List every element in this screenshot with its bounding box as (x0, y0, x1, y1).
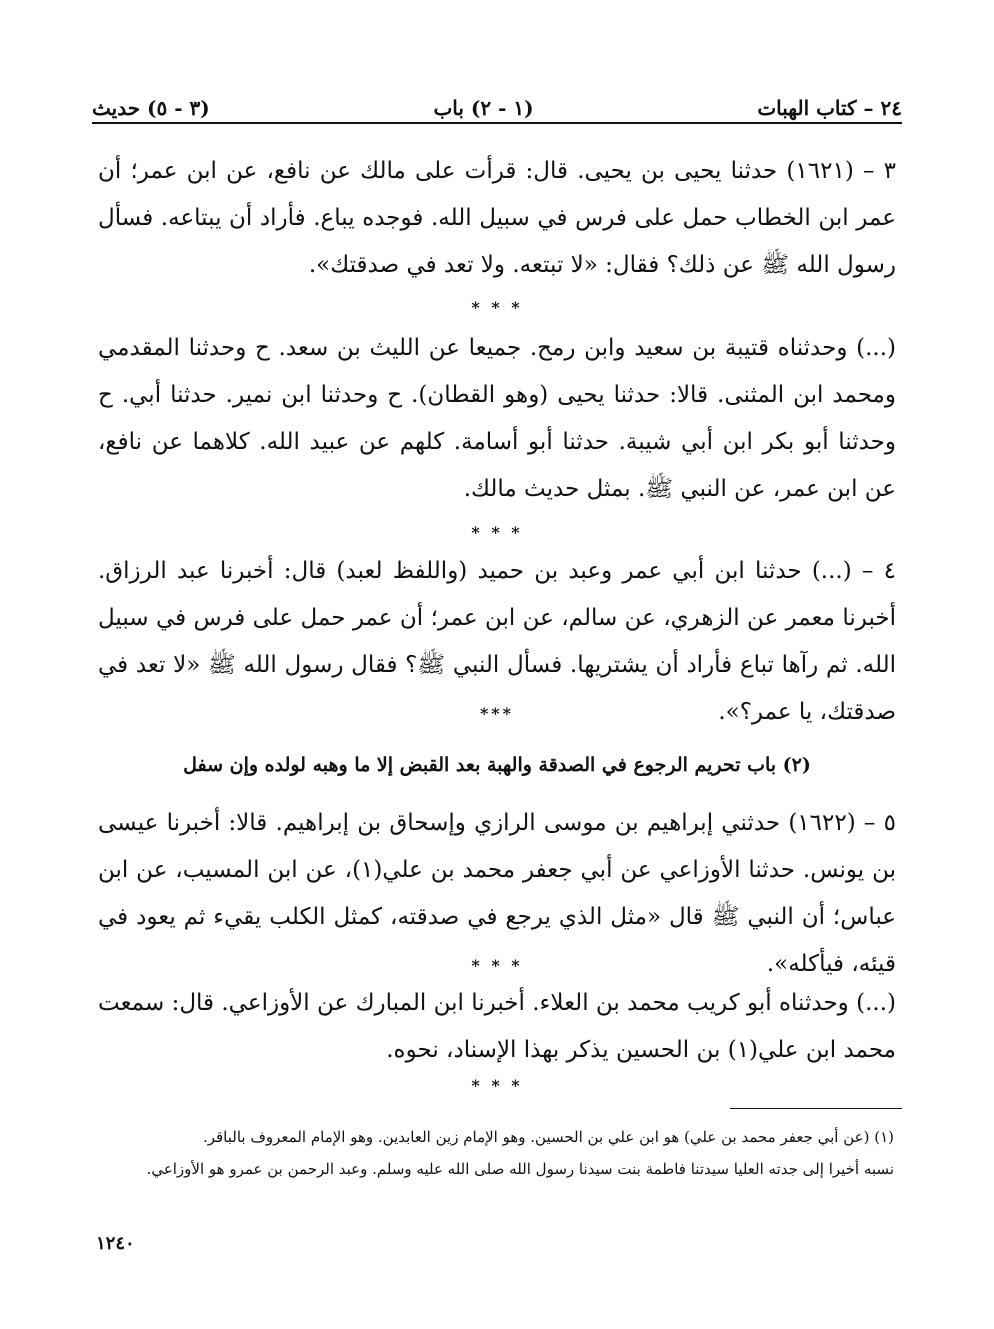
header-book-title: ٢٤ – كتاب الهبات (757, 96, 902, 120)
hadith-3: ٣ – (١٦٢١) حدثنا يحيى بن يحيى. قال: قرأت على مالك عن نافع، عن ابن عمر؛ أن عمر ابن الخطاب حمل على فرس في سبيل الله. فوجده يباع. فأراد أن يبتاعه. فسأل رسول الله ﷺ عن ذلك؟ فقال: «لا تبتعه. ولا تعد في صدقتك». (98, 158, 896, 278)
section-separator: *** (479, 704, 515, 723)
footnote-line-2: نسبه أخيرا إلى جدته العليا سيدتنا فاطمة بنت سيدنا رسول الله صلى الله عليه وسلم. وعبد الرحمن بن عمرو هو الأوزاعي. (146, 1160, 894, 1178)
section-separator: * * * (471, 298, 523, 317)
hadith-3-chain: (...) وحدثناه قتيبة بن سعيد وابن رمح. جميعا عن الليث بن سعد. ح وحدثنا المقدمي ومحمد ابن المثنى. قالا: حدثنا يحيى (وهو القطان). ح وحدثنا ابن نمير. حدثنا أبي. ح وحدثنا أبو بكر ابن أبي شيبة. حدثنا أبو أسامة. كلهم عن عبيد الله. كلاهما عن نافع، عن ابن عمر، عن النبي ﷺ. بمثل حديث مالك. (98, 335, 896, 502)
hadith-5-chain: (...) وحدثناه أبو كريب محمد بن العلاء. أخبرنا ابن المبارك عن الأوزاعي. قال: سمعت محمد ابن علي(١) بن الحسين يذكر بهذا الإسناد، نحوه. (98, 990, 896, 1063)
chapter-title: (٢) باب تحريم الرجوع في الصدقة والهبة بعد القبض إلا ما وهبه لولده وإن سفل (183, 754, 811, 776)
section-separator: * * * (471, 1076, 523, 1095)
header-rule (92, 122, 902, 124)
footnote-rule (730, 1108, 902, 1109)
section-separator: * * * (471, 523, 523, 542)
page-number: ١٢٤٠ (96, 1233, 135, 1254)
footnote-line-1: (١) (عن أبي جعفر محمد بن علي) هو ابن علي بن الحسين. وهو الإمام زين العابدين. وهو الإمام المعروف بالباقر. (202, 1128, 894, 1146)
header-hadith-range: (٣ - ٥) حديث (92, 96, 210, 120)
section-separator: * * * (471, 956, 523, 975)
header-chapter: (١ - ٢) باب (433, 96, 534, 120)
hadith-5: ٥ – (١٦٢٢) حدثني إبراهيم بن موسى الرازي وإسحاق بن إبراهيم. قالا: أخبرنا عيسى بن يونس. حدثنا الأوزاعي عن أبي جعفر محمد بن علي(١)، عن ابن المسيب، عن ابن عباس؛ أن النبي ﷺ قال «مثل الذي يرجع في صدقته، كمثل الكلب يقيء ثم يعود في قيئه، فيأكله». (98, 810, 896, 977)
hadith-4: ٤ – (...) حدثنا ابن أبي عمر وعبد بن حميد (واللفظ لعبد) قال: أخبرنا عبد الرزاق. أخبرنا معمر عن الزهري، عن سالم، عن ابن عمر؛ أن عمر حمل على فرس في سبيل الله. ثم رآها تباع فأراد أن يشتريها. فسأل النبي ﷺ؟ فقال رسول الله ﷺ «لا تعد في صدقتك، يا عمر؟». (98, 558, 896, 725)
running-header (92, 84, 902, 120)
